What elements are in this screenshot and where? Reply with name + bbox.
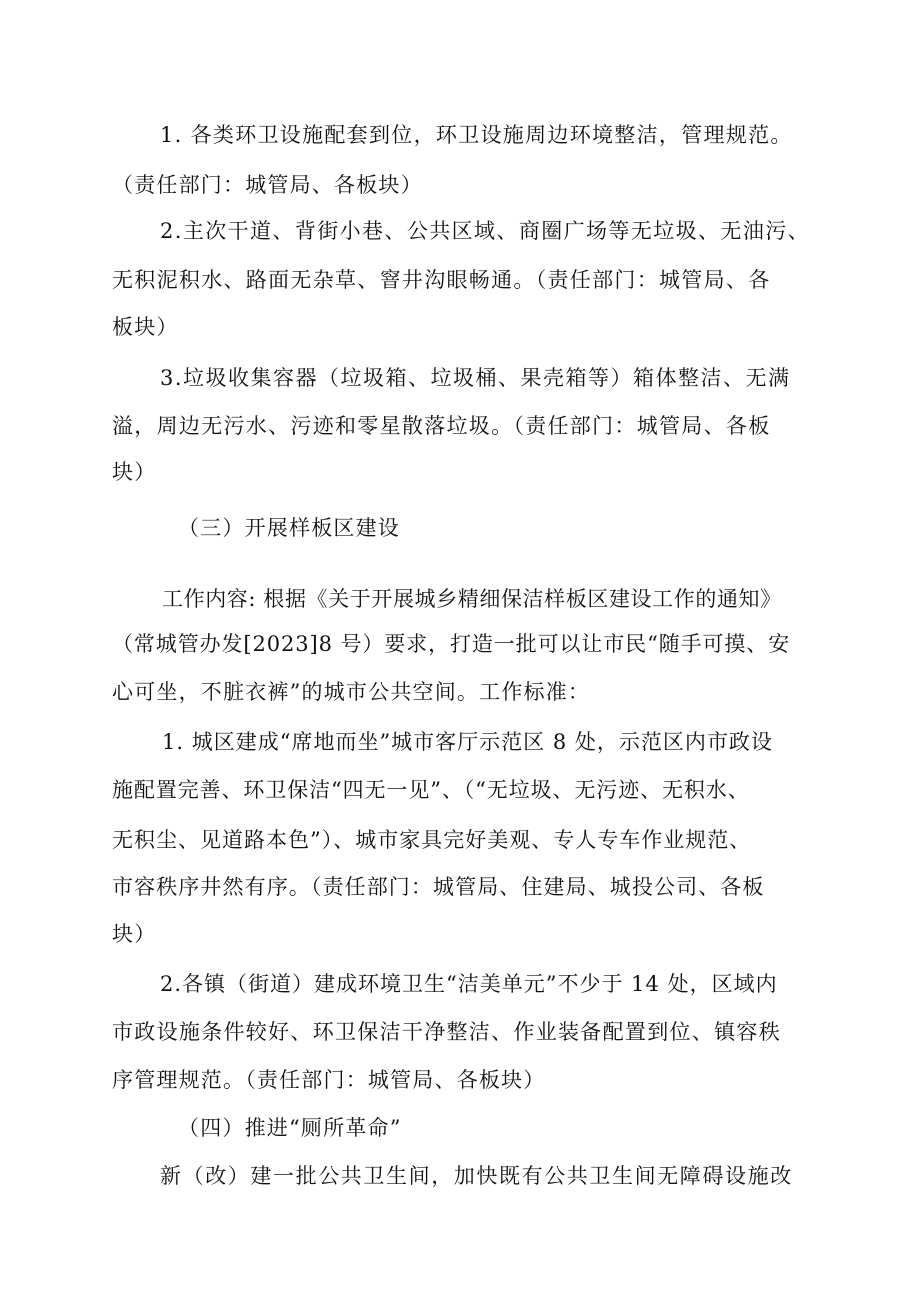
paragraph-line: 板块） [112, 315, 179, 339]
paragraph-line: 2.各镇（街道）建成环境卫生“洁美单元”不少于 14 处，区域内 [160, 972, 778, 996]
paragraph-line: 工作内容: 根据《关于开展城乡精细保洁样板区建设工作的通知》 [162, 587, 782, 611]
paragraph-line: 1. 各类环卫设施配套到位，环卫设施周边环境整洁，管理规范。 [160, 123, 793, 147]
paragraph-line: 市容秩序井然有序。（责任部门：城管局、住建局、城投公司、各板 [112, 875, 765, 899]
paragraph-line: 无积尘、见道路本色”）、城市家具完好美观、专人专车作业规范、 [112, 828, 752, 852]
section-heading: （四）推进“厕所革命” [178, 1116, 402, 1140]
paragraph-line: （责任部门：城管局、各板块） [112, 173, 423, 197]
paragraph-line: 市政设施条件较好、环卫保洁干净整洁、作业装备配置到位、镇容秩 [112, 1020, 781, 1044]
paragraph-line: 溢，周边无污水、污迹和零星散落垃圾。（责任部门：城管局、各板 [112, 414, 771, 438]
paragraph-line: 3.垃圾收集容器（垃圾箱、垃圾桶、果壳箱等）箱体整洁、无满 [160, 366, 791, 390]
paragraph-line: 无积泥积水、路面无杂草、窨井沟眼畅通。（责任部门：城管局、各 [112, 268, 771, 292]
paragraph-line: 新（改）建一批公共卫生间，加快既有公共卫生间无障碍设施改 [160, 1164, 793, 1188]
paragraph-line: 块） [112, 460, 157, 484]
paragraph-line: 施配置完善、环卫保洁“四无一见”、（“无垃圾、无污迹、无积水、 [112, 778, 750, 802]
paragraph-line: 心可坐，不脏衣裤”的城市公共空间。工作标准： [112, 680, 591, 704]
paragraph-line: 块） [112, 922, 157, 946]
section-heading: （三）开展样板区建设 [178, 516, 400, 540]
paragraph-line: 2.主次干道、背街小巷、公共区域、商圈广场等无垃圾、无油污、 [160, 219, 811, 243]
paragraph-line: 序管理规范。（责任部门：城管局、各板块） [112, 1068, 546, 1092]
paragraph-line: 1. 城区建成“席地而坐”城市客厅示范区 8 处，示范区内市政设 [162, 730, 773, 754]
paragraph-line: （常城管办发[2023]8 号）要求，打造一批可以让市民“随手可摸、安 [112, 632, 791, 656]
